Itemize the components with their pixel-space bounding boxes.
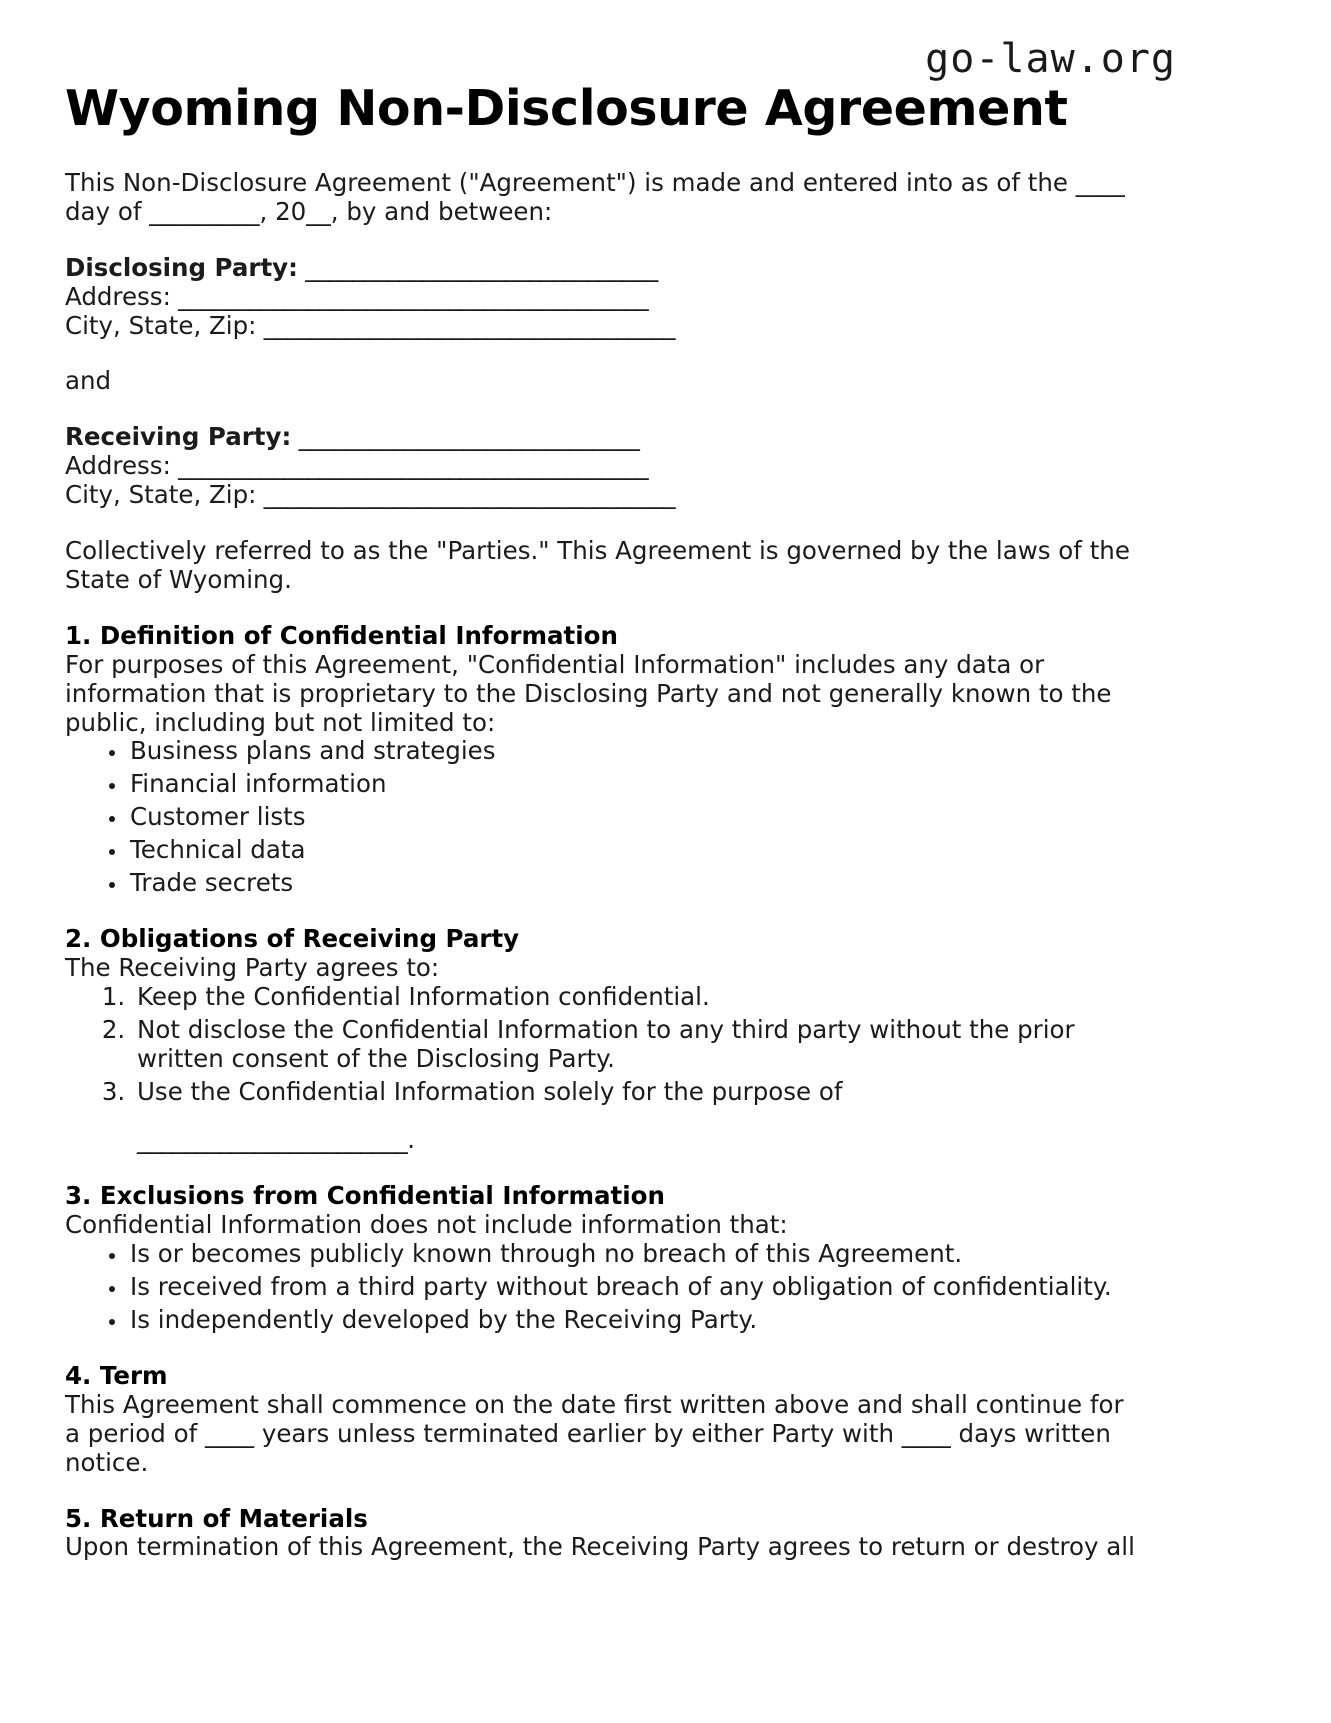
disclosing-party-city-row: [65, 312, 1146, 341]
section-2: [65, 925, 1146, 1155]
disclosing-party-address-blank: ________________________________________: [170, 281, 649, 311]
section-1-body: For purposes of this Agreement, "Confidential Information" includes any data or information that is proprietary to the Disclosing Party and not generally known to the public, including but not limited to:: [65, 649, 1112, 737]
section-2-heading: 2. Obligations of Receiving Party: [65, 924, 520, 953]
list-item: • Financial information: [128, 770, 1146, 799]
section-4: [65, 1362, 1146, 1478]
section-3-body: Confidential Information does not include information that:: [65, 1210, 788, 1240]
receiving-party-city-row: [65, 481, 1146, 510]
receiving-party-name-blank: _____________________________: [291, 422, 640, 452]
disclosing-party-address-label: Address:: [65, 281, 171, 311]
section-2-numbered-list: [65, 983, 1146, 1156]
intro-paragraph: This Non-Disclosure Agreement ("Agreement") is made and entered into as of the ____ day of _________, 20__, by and between:: [65, 167, 1125, 226]
list-item-text: Use the Confidential Information solely for the purpose of: [137, 1076, 843, 1106]
list-item: • Is or becomes publicly known through no breach of this Agreement.: [128, 1240, 1146, 1269]
section-3-heading: 3. Exclusions from Confidential Information: [65, 1181, 665, 1211]
list-item: • Is received from a third party without breach of any obligation of confidentiality.: [128, 1273, 1146, 1302]
receiving-party-block: [65, 423, 1146, 510]
receiving-party-address-label: Address:: [65, 451, 171, 481]
section-5: [65, 1505, 1146, 1563]
disclosing-party-name-row: [65, 254, 1146, 283]
receiving-party-address-blank: ________________________________________: [170, 451, 649, 481]
section-4-heading: 4. Term: [65, 1360, 168, 1390]
section-3-bullet-list: [65, 1240, 1146, 1335]
site-brand-watermark: go-law.org: [925, 36, 1176, 82]
section-5-body: Upon termination of this Agreement, the Receiving Party agrees to return or destroy all: [65, 1532, 1135, 1562]
section-1-heading: 1. Definition of Confidential Information: [65, 620, 618, 650]
receiving-party-address-row: [65, 452, 1146, 481]
section-2-body: The Receiving Party agrees to:: [65, 952, 440, 982]
receiving-party-label: Receiving Party:: [65, 422, 292, 452]
disclosing-party-label: Disclosing Party:: [65, 252, 298, 282]
disclosing-party-address-row: [65, 283, 1146, 312]
list-item: 2. Not disclose the Confidential Information to any third party without the prior written consent of the Disclosing Party.: [133, 1016, 1146, 1074]
disclosing-party-city-blank: ___________________________________: [256, 310, 675, 340]
list-item: • Trade secrets: [128, 869, 1146, 898]
section-5-heading: 5. Return of Materials: [65, 1503, 368, 1533]
list-item: 1. Keep the Confidential Information confidential.: [133, 983, 1146, 1012]
disclosing-party-city-label: City, State, Zip:: [65, 310, 257, 340]
receiving-party-city-label: City, State, Zip:: [65, 480, 257, 510]
section-1: [65, 622, 1146, 898]
receiving-party-city-blank: ___________________________________: [256, 480, 675, 510]
list-item: • Customer lists: [128, 803, 1146, 832]
page-title: Wyoming Non-Disclosure Agreement: [65, 80, 1068, 137]
conjunction-and: and: [65, 366, 112, 396]
section-3: [65, 1182, 1146, 1335]
list-item: [133, 1078, 1146, 1156]
list-item: • Business plans and strategies: [128, 737, 1146, 766]
purpose-blank: _______________________.: [137, 1125, 415, 1155]
disclosing-party-name-blank: ______________________________: [297, 252, 658, 282]
list-item: • Is independently developed by the Receiving Party.: [128, 1306, 1146, 1335]
disclosing-party-block: [65, 254, 1146, 341]
section-4-body: This Agreement shall commence on the date first written above and shall continue for a period of ____ years unless terminated earlier by either Party with ____ days written notice.: [65, 1389, 1124, 1477]
section-1-bullet-list: [65, 737, 1146, 898]
governing-law-paragraph: Collectively referred to as the "Parties." This Agreement is governed by the laws of the State of Wyoming.: [65, 536, 1130, 594]
list-item: • Technical data: [128, 836, 1146, 865]
receiving-party-name-row: [65, 423, 1146, 452]
